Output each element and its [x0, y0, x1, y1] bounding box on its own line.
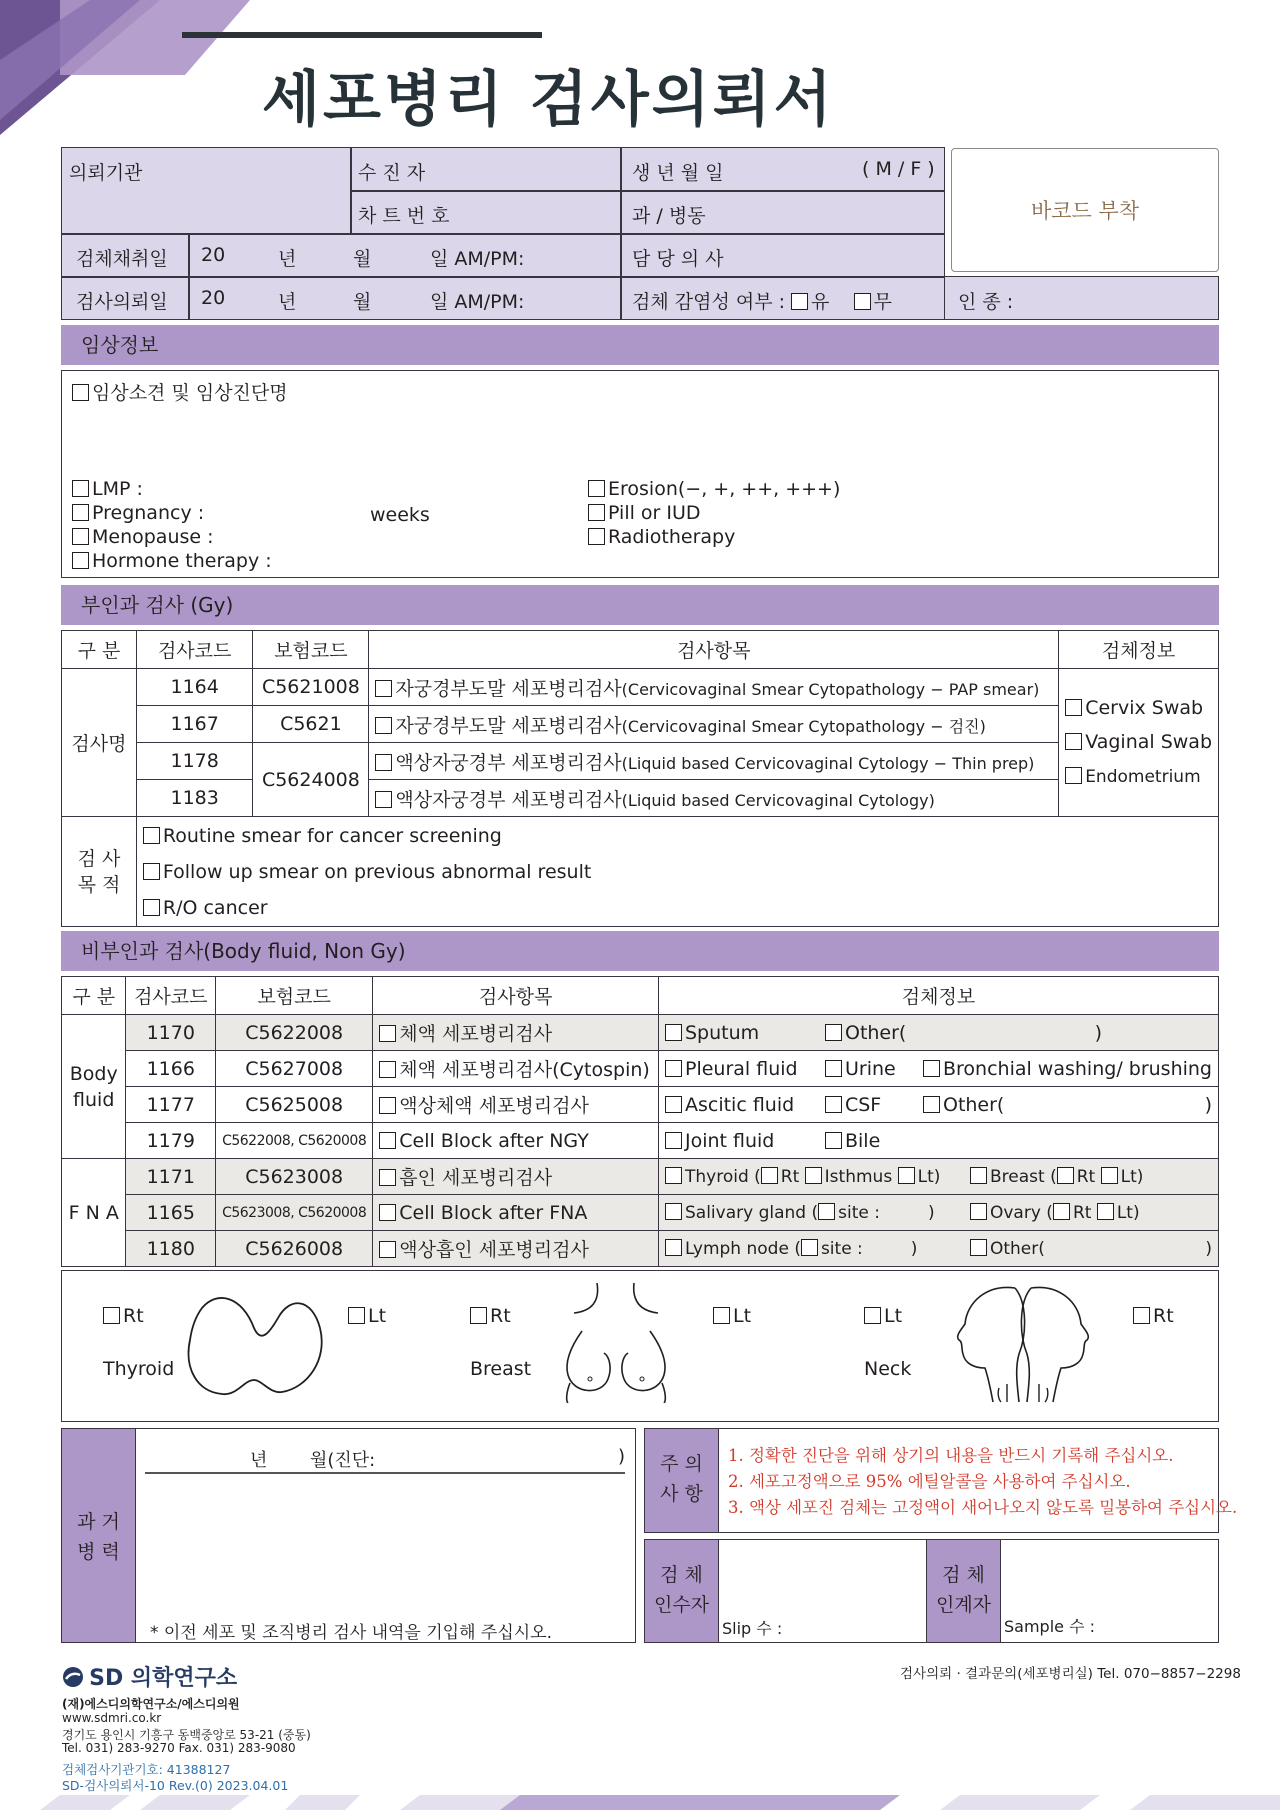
spec-cb[interactable]: [665, 1239, 682, 1256]
ng-ins: C5626008: [216, 1231, 373, 1267]
ng-code: 1180: [126, 1231, 216, 1267]
spec-text: Isthmus: [824, 1166, 893, 1187]
clinical-bar: 임상정보: [61, 325, 1219, 365]
collect-d: 일 AM/PM:: [430, 248, 525, 270]
gy-ins: C5621: [253, 706, 369, 743]
ng-ins: C5625008: [216, 1087, 373, 1123]
rt-label: Rt: [123, 1305, 144, 1327]
ng-item[interactable]: [373, 1231, 659, 1267]
history-note: * 이전 세포 및 조직병리 검사 내역을 기입해 주십시오.: [150, 1623, 552, 1643]
patient-label: 수 진 자: [358, 162, 426, 184]
spec-opt[interactable]: [665, 1094, 825, 1116]
request-m: 월: [353, 291, 372, 313]
receiver-label: [645, 1540, 719, 1642]
ng-ins: C5627008: [216, 1051, 373, 1087]
ng-code: 1179: [126, 1123, 216, 1159]
spec-opt[interactable]: [825, 1130, 880, 1152]
footer-org: (재)에스디의학연구소/에스디의원: [62, 1697, 240, 1711]
specimen-item[interactable]: [1065, 759, 1212, 794]
erosion-item[interactable]: [588, 478, 840, 500]
ng-ins: C5622008, C5620008: [216, 1123, 373, 1159]
notice-item: 2. 세포고정액으로 95% 에틸알콜을 사용하여 주십시오.: [728, 1472, 1131, 1491]
gy-bar: 부인과 검사 (Gy): [61, 585, 1219, 625]
neck-lt[interactable]: [864, 1305, 902, 1327]
notice-label: [645, 1429, 719, 1532]
table-row: [62, 1123, 1219, 1159]
ng-spec: [658, 1195, 1218, 1231]
spec-cb[interactable]: [1053, 1203, 1070, 1220]
ng-item[interactable]: [373, 1087, 659, 1123]
spec-text: Other(: [942, 1093, 1005, 1116]
spec-text: Breast (: [989, 1166, 1057, 1187]
institution-label: 의뢰기관: [69, 162, 143, 184]
history-label-1: 과 거: [77, 1511, 120, 1533]
neck-label: Neck: [864, 1358, 912, 1380]
chart-no-label: 차 트 번 호: [358, 205, 450, 227]
spec-opt[interactable]: [665, 1058, 825, 1080]
infection-yes-checkbox[interactable]: [791, 293, 808, 310]
specimen-item[interactable]: [1065, 691, 1212, 725]
weeks-label: weeks: [370, 504, 430, 526]
spec-text: site :: [820, 1238, 863, 1259]
collect-date-label: 검체채취일: [76, 248, 168, 270]
ng-item-name: 흡인 세포병리검사: [399, 1167, 553, 1189]
table-row: [62, 1159, 1219, 1195]
purpose-row: [62, 817, 1219, 927]
purpose-item[interactable]: [143, 890, 1212, 926]
purpose-label-1: 검 사: [77, 847, 121, 870]
doctor-label: 담 당 의 사: [632, 248, 724, 270]
logo-icon: [62, 1666, 84, 1688]
spec-text: Bile: [844, 1129, 881, 1152]
gy-table: [61, 630, 1219, 927]
neck-icon: [935, 1284, 1110, 1404]
spec-text: Other(: [989, 1238, 1045, 1259]
gy-item-name: 자궁경부도말 세포병리검사: [395, 677, 622, 700]
notice-label-1: 주 의: [660, 1453, 703, 1475]
ng-item[interactable]: [373, 1159, 659, 1195]
ng-item-name: Cell Block after FNA: [399, 1201, 588, 1224]
thyroid-icon: [182, 1288, 327, 1403]
barcode-label: 바코드 부착: [1030, 199, 1140, 223]
purpose-options: [136, 817, 1218, 927]
purpose-label-2: 목 적: [77, 873, 121, 896]
spec-close: ): [927, 1202, 935, 1223]
thyroid-lt[interactable]: [348, 1305, 386, 1327]
spec-cb[interactable]: [898, 1167, 915, 1184]
sample-count[interactable]: Sample 수 :: [1004, 1617, 1096, 1636]
footer-org-no: 검체검사기관기호: 41388127: [62, 1762, 231, 1777]
spec-text: CSF: [844, 1093, 882, 1116]
spec-text: Rt: [1072, 1202, 1092, 1223]
thyroid-rt[interactable]: [103, 1305, 144, 1327]
collect-year: 20: [201, 244, 226, 266]
breast-rt[interactable]: [470, 1305, 511, 1327]
spec-cb[interactable]: [970, 1167, 987, 1184]
spec-close: ): [1205, 1238, 1212, 1259]
gy-item-sub: (Liquid based Cervicovaginal Cytology − Thin prep): [621, 753, 1035, 773]
radio-label: Radiotherapy: [608, 526, 736, 548]
spec-text: Rt: [1076, 1166, 1096, 1187]
spec-cb[interactable]: [801, 1239, 818, 1256]
purpose-text: R/O cancer: [162, 896, 268, 919]
gy-h-div: 구 분: [62, 631, 137, 669]
spec-text: Sputum: [684, 1021, 760, 1044]
spec-opt[interactable]: [665, 1022, 825, 1044]
ng-ins: C5622008: [216, 1015, 373, 1051]
neck-rt[interactable]: [1133, 1305, 1174, 1327]
ng-item-name: Cell Block after NGY: [399, 1129, 589, 1152]
gy-item-sub: (Cervicovaginal Smear Cytopathology − PAP smear): [621, 679, 1040, 699]
ng-item[interactable]: [373, 1195, 659, 1231]
spec-opt[interactable]: [923, 1058, 1212, 1080]
request-y: 년: [278, 291, 297, 313]
history-diagnosis: 월(진단:: [310, 1450, 376, 1471]
gy-item[interactable]: [369, 743, 1059, 780]
gy-item-sub: (Cervicovaginal Smear Cytopathology − 검진): [621, 716, 986, 736]
collect-m: 월: [353, 248, 372, 270]
hormone-item[interactable]: [72, 550, 272, 572]
logo: [62, 1661, 237, 1692]
spec-cb[interactable]: [665, 1203, 682, 1220]
spec-text: Lt): [917, 1166, 941, 1187]
notice-item: 1. 정확한 진단을 위해 상기의 내용을 반드시 기록해 주십시오.: [728, 1446, 1174, 1465]
history-year: 년: [250, 1450, 268, 1471]
specimen-label: Endometrium: [1085, 767, 1201, 787]
gy-h-ins: 보험코드: [253, 631, 369, 669]
gy-item-sub: (Liquid based Cervicovaginal Cytology): [621, 790, 935, 810]
infection-text: 검체 감염성 여부 :: [632, 291, 785, 313]
footer-contact: 검사의뢰 · 결과문의(세포병리실) Tel. 070−8857−2298: [900, 1666, 1241, 1682]
spec-text: Rt: [780, 1166, 800, 1187]
gy-ins: C5624008: [253, 743, 369, 817]
gy-ins: C5621008: [253, 669, 369, 706]
spec-text: Other(: [844, 1021, 907, 1044]
specimen-label: Vaginal Swab: [1085, 731, 1212, 753]
infection-no-checkbox[interactable]: [854, 293, 871, 310]
hormone-label: Hormone therapy :: [92, 550, 272, 572]
pill-label: Pill or IUD: [608, 502, 701, 524]
pill-item[interactable]: [588, 502, 701, 524]
dept-label: 과 / 병동: [632, 205, 706, 227]
history-close: ): [618, 1446, 626, 1467]
history-input[interactable]: [140, 1476, 630, 1616]
radiotherapy-item[interactable]: [588, 526, 735, 548]
gy-code: 1167: [136, 706, 253, 743]
ng-h-code: 검사코드: [126, 977, 216, 1015]
handover-label-1: 검 체: [942, 1564, 985, 1586]
spec-cb[interactable]: [818, 1203, 835, 1220]
footer-address: 경기도 용인시 기흥구 동백중앙로 53-21 (중동): [62, 1728, 311, 1742]
gy-code: 1178: [136, 743, 253, 780]
history-label-2: 병 력: [77, 1541, 120, 1563]
spec-text: Salivary gland (: [684, 1202, 819, 1223]
spec-opt[interactable]: [825, 1022, 906, 1044]
rt-label: Rt: [490, 1305, 511, 1327]
ng-item-name: 체액 세포병리검사(Cytospin): [399, 1059, 650, 1081]
collect-y: 년: [278, 248, 297, 270]
spec-opt[interactable]: [665, 1130, 825, 1152]
gy-h-spec: 검체정보: [1059, 631, 1219, 669]
pregnancy-item[interactable]: [72, 502, 204, 524]
spec-text: Lymph node (: [684, 1238, 801, 1259]
gy-item-name: 액상자궁경부 세포병리검사: [395, 751, 622, 774]
pregnancy-label: Pregnancy :: [92, 502, 205, 524]
nongy-table: [61, 976, 1219, 1267]
table-row: [62, 1231, 1219, 1267]
barcode-area: [951, 148, 1219, 272]
purpose-item[interactable]: [143, 818, 1212, 854]
ng-item[interactable]: [373, 1123, 659, 1159]
spec-opt[interactable]: [923, 1094, 1004, 1116]
footer-tel: Tel. 031) 283-9270 Fax. 031) 283-9080: [62, 1741, 296, 1755]
ng-spec: [658, 1087, 1218, 1123]
spec-close: ): [1204, 1093, 1212, 1116]
request-d: 일 AM/PM:: [430, 291, 525, 313]
ng-spec: [658, 1051, 1218, 1087]
footer-web[interactable]: www.sdmri.co.kr: [62, 1711, 162, 1725]
ng-h-ins: 보험코드: [216, 977, 373, 1015]
gy-item[interactable]: [369, 780, 1059, 817]
spec-text: Ascitic fluid: [684, 1093, 795, 1116]
notice-item: 3. 액상 세포진 검체는 고정액이 새어나오지 않도록 밀봉하여 주십시오.: [728, 1498, 1238, 1517]
nongy-bar: 비부인과 검사(Body fluid, Non Gy): [61, 931, 1219, 971]
ng-item-name: 체액 세포병리검사: [399, 1023, 553, 1045]
breast-icon: [552, 1283, 680, 1403]
table-row: [62, 1051, 1219, 1087]
table-row: [62, 743, 1219, 780]
ng-ins: C5623008, C5620008: [216, 1195, 373, 1231]
spec-cb[interactable]: [1101, 1167, 1118, 1184]
logo-text: SD 의학연구소: [89, 1666, 238, 1691]
gy-item[interactable]: [369, 669, 1059, 706]
birth-label: 생 년 월 일: [632, 162, 724, 184]
footer-rev: SD-검사의뢰서-10 Rev.(0) 2023.04.01: [62, 1778, 289, 1793]
lt-label: Lt: [368, 1305, 387, 1327]
ng-spec: [658, 1123, 1218, 1159]
menopause-label: Menopause :: [92, 526, 214, 548]
gy-specimens: [1059, 669, 1219, 817]
breast-label: Breast: [470, 1358, 532, 1380]
spec-close: ): [1094, 1021, 1102, 1044]
gy-item-name: 액상자궁경부 세포병리검사: [395, 788, 622, 811]
ng-code: 1170: [126, 1015, 216, 1051]
specimen-label: Cervix Swab: [1085, 697, 1204, 719]
handover-label: [926, 1540, 1001, 1642]
ng-h-spec: 검체정보: [658, 977, 1218, 1015]
ng-h-div: 구 분: [62, 977, 126, 1015]
gy-code: 1164: [136, 669, 253, 706]
ng-spec: [658, 1231, 1218, 1267]
gy-group: 검사명: [62, 669, 137, 817]
table-row: [62, 669, 1219, 706]
spec-text: Lt): [1116, 1202, 1140, 1223]
receiver-label-2: 인수자: [653, 1594, 710, 1616]
gy-h-code: 검사코드: [136, 631, 253, 669]
spec-text: Urine: [844, 1057, 896, 1080]
table-row: [62, 1087, 1219, 1123]
spec-text: site :: [838, 1202, 880, 1223]
infection-yes: 유: [811, 291, 830, 313]
receiver-label-1: 검 체: [660, 1564, 703, 1586]
ng-h-item: 검사항목: [373, 977, 659, 1015]
lt-label: Lt: [733, 1305, 752, 1327]
spec-opt[interactable]: [825, 1058, 923, 1080]
infection-no: 무: [873, 291, 892, 313]
race-label: 인 종 :: [958, 291, 1014, 313]
spec-cb[interactable]: [1057, 1167, 1074, 1184]
table-row: [62, 706, 1219, 743]
ng-spec: [658, 1159, 1218, 1195]
request-date-label: 검사의뢰일: [76, 291, 168, 313]
spec-text: Joint fluid: [684, 1129, 775, 1152]
lmp-label: LMP :: [92, 478, 143, 500]
infection-label: [632, 287, 892, 314]
spec-text: Pleural fluid: [684, 1057, 798, 1080]
breast-lt[interactable]: [713, 1305, 751, 1327]
ng-item[interactable]: [373, 1051, 659, 1087]
menopause-item[interactable]: [72, 526, 214, 548]
ng-item-name: 액상흡인 세포병리검사: [399, 1239, 589, 1261]
slip-count[interactable]: Slip 수 :: [722, 1619, 783, 1638]
purpose-item[interactable]: [143, 854, 1212, 890]
ng-code: 1165: [126, 1195, 216, 1231]
purpose-text: Follow up smear on previous abnormal result: [162, 860, 592, 883]
spec-opt[interactable]: [825, 1094, 923, 1116]
ng-code: 1177: [126, 1087, 216, 1123]
notice-label-2: 사 항: [660, 1483, 703, 1505]
ng-ins: C5623008: [216, 1159, 373, 1195]
table-row: [62, 780, 1219, 817]
handover-label-2: 인계자: [935, 1594, 992, 1616]
fna-label: F N A: [62, 1159, 126, 1267]
thyroid-label: Thyroid: [103, 1358, 175, 1380]
spec-close: ): [910, 1238, 918, 1259]
rt-label: Rt: [1153, 1305, 1174, 1327]
sex-label: ( M / F ): [862, 158, 935, 180]
history-label: [62, 1429, 136, 1642]
spec-text: Ovary (: [989, 1202, 1053, 1223]
gy-item-name: 자궁경부도말 세포병리검사: [395, 714, 622, 737]
table-row: [62, 1195, 1219, 1231]
ng-item-name: 액상체액 세포병리검사: [399, 1095, 589, 1117]
spec-cb[interactable]: [970, 1203, 987, 1220]
purpose-text: Routine smear for cancer screening: [162, 824, 502, 847]
spec-cb[interactable]: [1097, 1203, 1114, 1220]
spec-cb[interactable]: [970, 1239, 987, 1256]
diagnosis-label: 임상소견 및 임상진단명: [92, 382, 288, 404]
spec-text: Thyroid (: [684, 1166, 761, 1187]
bottom-decoration: [0, 1795, 1280, 1810]
lmp-item[interactable]: [72, 478, 143, 500]
ng-code: 1166: [126, 1051, 216, 1087]
spec-text: Lt): [1120, 1166, 1144, 1187]
ng-spec: [658, 1015, 1218, 1051]
ng-item[interactable]: [373, 1015, 659, 1051]
request-year: 20: [201, 287, 226, 309]
body-fluid-label: Body fluid: [62, 1015, 126, 1159]
gy-h-item: 검사항목: [369, 631, 1059, 669]
specimen-item[interactable]: [1065, 725, 1212, 759]
table-row: [62, 1015, 1219, 1051]
erosion-label: Erosion(−, +, ++, +++): [608, 478, 841, 500]
spec-text: Bronchial washing/ brushing: [942, 1057, 1212, 1080]
purpose-label: [62, 817, 137, 927]
spec-cb[interactable]: [805, 1167, 822, 1184]
lt-label: Lt: [884, 1305, 903, 1327]
gy-item[interactable]: [369, 706, 1059, 743]
diagnosis-item[interactable]: [72, 378, 288, 405]
spec-cb[interactable]: [761, 1167, 778, 1184]
ng-code: 1171: [126, 1159, 216, 1195]
gy-code: 1183: [136, 780, 253, 817]
page-title: 세포병리 검사의뢰서: [262, 65, 835, 135]
